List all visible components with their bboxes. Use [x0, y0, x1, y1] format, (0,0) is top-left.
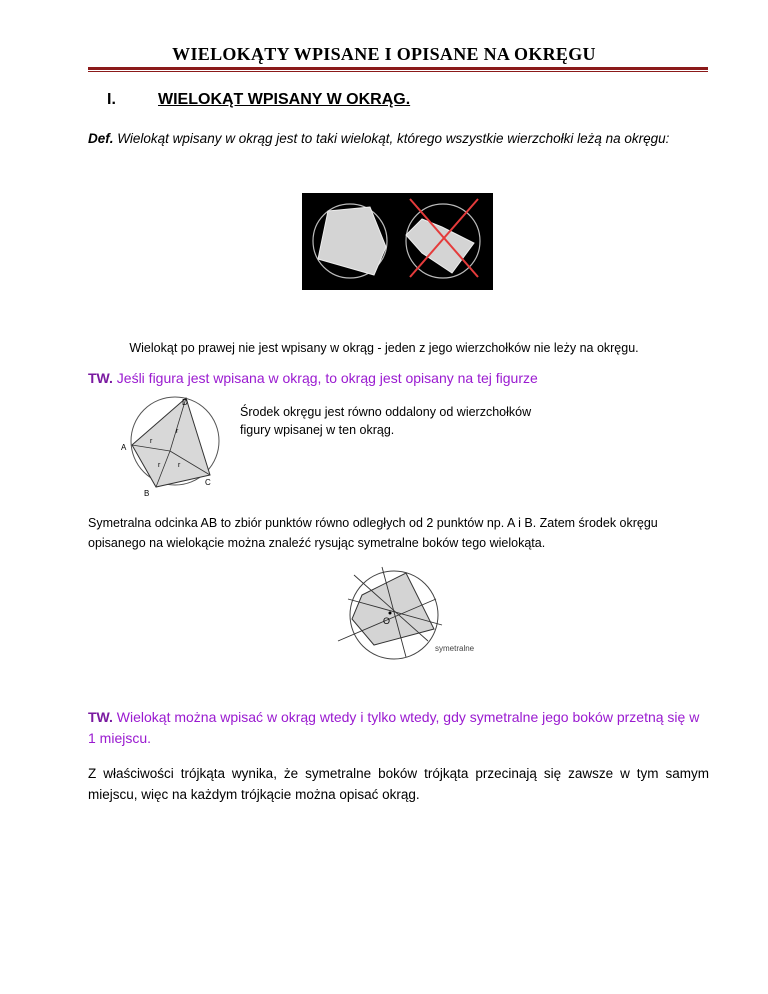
vertex-label-d: D	[182, 398, 188, 407]
theorem-text: Jeśli figura jest wpisana w okrąg, to okrąg jest opisany na tej figurze	[116, 370, 538, 386]
section-number: I.	[107, 91, 116, 108]
definition-text: Wielokąt wpisany w okrąg jest to taki wielokąt, którego wszystkie wierzchołki leżą na okręgu:	[117, 131, 670, 146]
radius-label: r	[176, 428, 179, 435]
figure-caption: Wielokąt po prawej nie jest wpisany w okrąg - jeden z jego wierzchołków nie leży na okręgu.	[129, 341, 639, 355]
definition-label: Def.	[88, 131, 114, 146]
center-label: O	[383, 616, 391, 626]
circle-center-point	[389, 612, 392, 615]
bisectors-caption: symetralne	[435, 644, 475, 653]
page-title: WIELOKĄTY WPISANE I OPISANE NA OKRĘGU	[172, 44, 596, 64]
theorem-text: Wielokąt można wpisać w okrąg wtedy i tylko wtedy, gdy symetralne jego boków przetną się w 1 miejscu.	[88, 709, 700, 746]
radius-label: r	[158, 462, 161, 469]
radius-label: r	[178, 462, 181, 469]
title-rule-thin	[88, 71, 708, 72]
section-title: WIELOKĄT WPISANY W OKRĄG.	[158, 91, 411, 108]
radius-label: r	[150, 438, 153, 445]
inscribed-comparison-figure	[302, 193, 493, 290]
vertex-label-a: A	[121, 443, 127, 452]
perpendicular-bisectors-figure	[332, 565, 482, 665]
theorem-1	[88, 370, 538, 386]
title-rule	[88, 67, 708, 70]
theorem-label: TW.	[88, 709, 113, 725]
vertex-label-c: C	[205, 478, 211, 487]
quadrilateral	[132, 398, 210, 487]
circumcenter-note: Środek okręgu jest równo oddalony od wierzchołków figury wpisanej w ten okrąg.	[240, 405, 532, 437]
perpendicular-bisector-text: Symetralna odcinka AB to zbiór punktów równo odległych od 2 punktów np. A i B. Zatem środek okręgu opisanego na wielokącie można znaleźć rysując symetralne boków tego wielokąta.	[88, 516, 658, 550]
theorem-2	[88, 707, 708, 749]
definition	[88, 131, 669, 146]
conclusion-paragraph: Z właściwości trójkąta wynika, że symetralne boków trójkąta przecinają się zawsze w tym samym miejscu, więc na każdym trójkącie można opisać okrąg.	[88, 766, 709, 802]
theorem-label: TW.	[88, 370, 113, 386]
vertex-label-b: B	[144, 489, 150, 498]
inscribed-quadrilateral-figure	[118, 393, 228, 498]
